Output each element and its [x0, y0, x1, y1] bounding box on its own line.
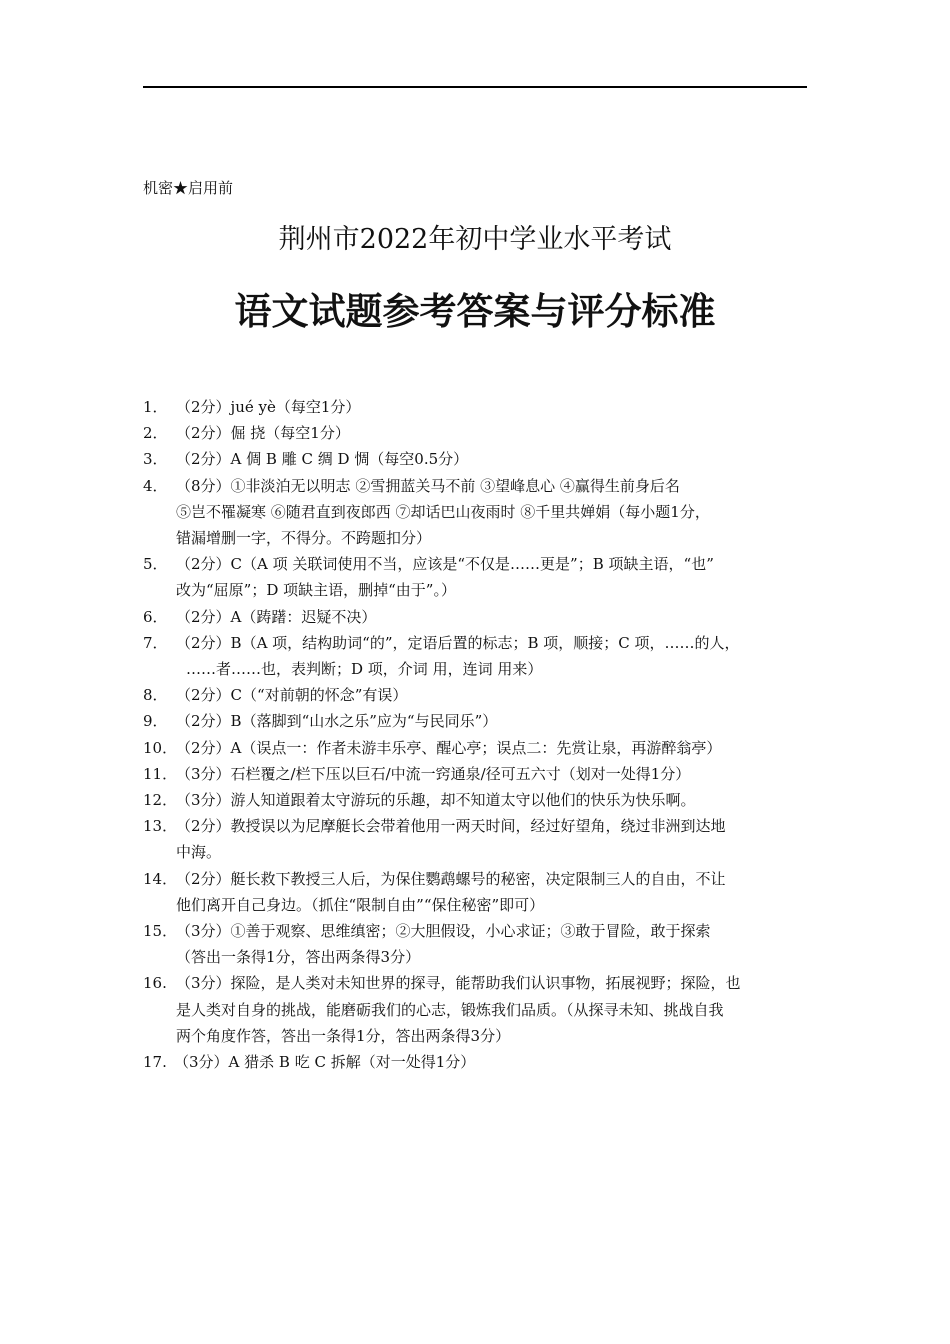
answer-item	[143, 473, 813, 552]
answer-text	[176, 420, 813, 446]
confidential-mark: 机密★启用前	[143, 179, 234, 197]
answer-text	[176, 394, 813, 420]
answer-line: ……者……也，表判断；D 项，介词 用，连词 用来）	[186, 660, 543, 679]
answer-line: 改为“屈原”；D 项缺主语，删掉“由于”。）	[176, 581, 456, 600]
answer-line: 两个角度作答，答出一条得1分，答出两条得3分）	[176, 1026, 511, 1045]
answer-list	[143, 394, 813, 1075]
answer-line: （2分）教授误以为尼摩艇长会带着他用一两天时间，经过好望角，绕过非洲到达地	[176, 817, 726, 836]
answer-line: （3分）游人知道跟着太守游玩的乐趣，却不知道太守以他们的快乐为快乐啊。	[176, 791, 696, 810]
answer-text	[176, 682, 813, 708]
answer-text	[176, 970, 813, 1049]
answer-line: ⑤岂不罹凝寒 ⑥随君直到夜郎西 ⑦却话巴山夜雨时 ⑧千里共婵娟（每小题1分，	[176, 502, 710, 521]
answer-item	[143, 708, 813, 734]
answer-item	[143, 970, 813, 1049]
answer-line: （2分）艇长救下教授三人后，为保住鹦鹉螺号的秘密，决定限制三人的自由，不让	[176, 869, 726, 888]
answer-number: 7．	[143, 633, 168, 652]
answer-item	[143, 604, 813, 630]
answer-text	[176, 604, 813, 630]
answer-number: 13．	[143, 817, 178, 836]
answer-line: （3分）探险，是人类对未知世界的探寻，能帮助我们认识事物，拓展视野；探险，也	[176, 974, 741, 993]
answer-text	[176, 446, 813, 472]
answer-number: 2．	[143, 424, 168, 443]
answer-line: （2分）A（踌躇：迟疑不决）	[176, 607, 377, 626]
answer-text	[176, 551, 813, 603]
answer-number: 1．	[143, 398, 168, 416]
answer-item	[143, 735, 813, 761]
answer-text	[176, 708, 813, 734]
answer-item	[143, 866, 813, 918]
answer-line: （答出一条得1分，答出两条得3分）	[176, 948, 421, 967]
answer-item	[143, 551, 813, 603]
answer-number: 6．	[143, 607, 168, 626]
answer-number: 9．	[143, 712, 168, 731]
answer-text	[176, 761, 813, 787]
answer-number: 10．	[143, 738, 178, 757]
answer-text	[176, 787, 813, 813]
answer-text	[176, 918, 813, 970]
answer-item	[143, 630, 813, 682]
answer-number: 4．	[143, 476, 168, 495]
answer-item	[143, 918, 813, 970]
answer-item	[143, 1049, 813, 1075]
answer-line: 中海。	[176, 843, 222, 862]
answer-line: 是人类对自身的挑战，能磨砺我们的心志，锻炼我们品质。（从探寻未知、挑战自我	[176, 1000, 724, 1019]
answer-number: 3．	[143, 450, 168, 469]
answer-line: （2分）A（误点一：作者未游丰乐亭、醒心亭；误点二：先赏让泉，再游醉翁亭）	[176, 738, 722, 757]
document-title: 语文试题参考答案与评分标准	[234, 290, 716, 333]
answer-number: 5．	[143, 555, 168, 574]
answer-item	[143, 787, 813, 813]
answer-text	[176, 630, 813, 682]
answer-text	[174, 1049, 813, 1075]
answer-text	[176, 866, 813, 918]
answer-text	[176, 473, 813, 552]
answer-item	[143, 813, 813, 865]
answer-line: （2分）A 倜 B 雕 C 绸 D 惆（每空0.5分）	[176, 450, 469, 469]
answer-line: （2分）B（落脚到“山水之乐”应为“与民同乐”）	[176, 712, 498, 731]
exam-title: 荆州市2022年初中学业水平考试	[278, 224, 672, 255]
answer-line: （2分）倔 挠（每空1分）	[176, 424, 350, 443]
answer-number: 15．	[143, 922, 178, 941]
answer-number: 16.	[143, 974, 167, 993]
answer-item	[143, 420, 813, 446]
answer-line: （2分）B（A 项，结构助词“的”，定语后置的标志；B 项，顺接；C 项，……的人，	[176, 633, 740, 652]
answer-item	[143, 446, 813, 472]
answer-line: （3分）①善于观察、思维缜密；②大胆假设，小心求证；③敢于冒险，敢于探索	[176, 922, 711, 941]
answer-line: （2分）C（A 项 关联词使用不当，应该是“不仅是……更是”；B 项缺主语，“也”	[176, 555, 714, 574]
answer-line: （3分）A 猎杀 B 吃 C 拆解（对一处得1分）	[174, 1053, 476, 1072]
answer-line: 他们离开自己身边。（抓住“限制自由”“保住秘密”即可）	[176, 895, 545, 914]
answer-text	[176, 735, 813, 761]
answer-item	[143, 761, 813, 787]
answer-line: （2分）jué yè（每空1分）	[176, 398, 361, 416]
answer-line: （3分）石栏覆之/栏下压以巨石/中流一窍通泉/径可五六寸（划对一处得1分）	[176, 764, 691, 783]
top-rule	[143, 86, 807, 88]
answer-number: 8．	[143, 686, 168, 705]
answer-number: 14．	[143, 869, 178, 888]
answer-line: （2分）C（“对前朝的怀念”有误）	[176, 686, 408, 705]
answer-item	[143, 394, 813, 420]
answer-text	[176, 813, 813, 865]
answer-number: 11．	[143, 764, 178, 783]
answer-number: 12．	[143, 791, 178, 810]
answer-line: 错漏增删一字，不得分。不跨题扣分）	[176, 529, 432, 548]
answer-number: 17.	[143, 1053, 167, 1072]
answer-line: （8分）①非淡泊无以明志 ②雪拥蓝关马不前 ③望峰息心 ④赢得生前身后名	[176, 476, 680, 495]
answer-item	[143, 682, 813, 708]
